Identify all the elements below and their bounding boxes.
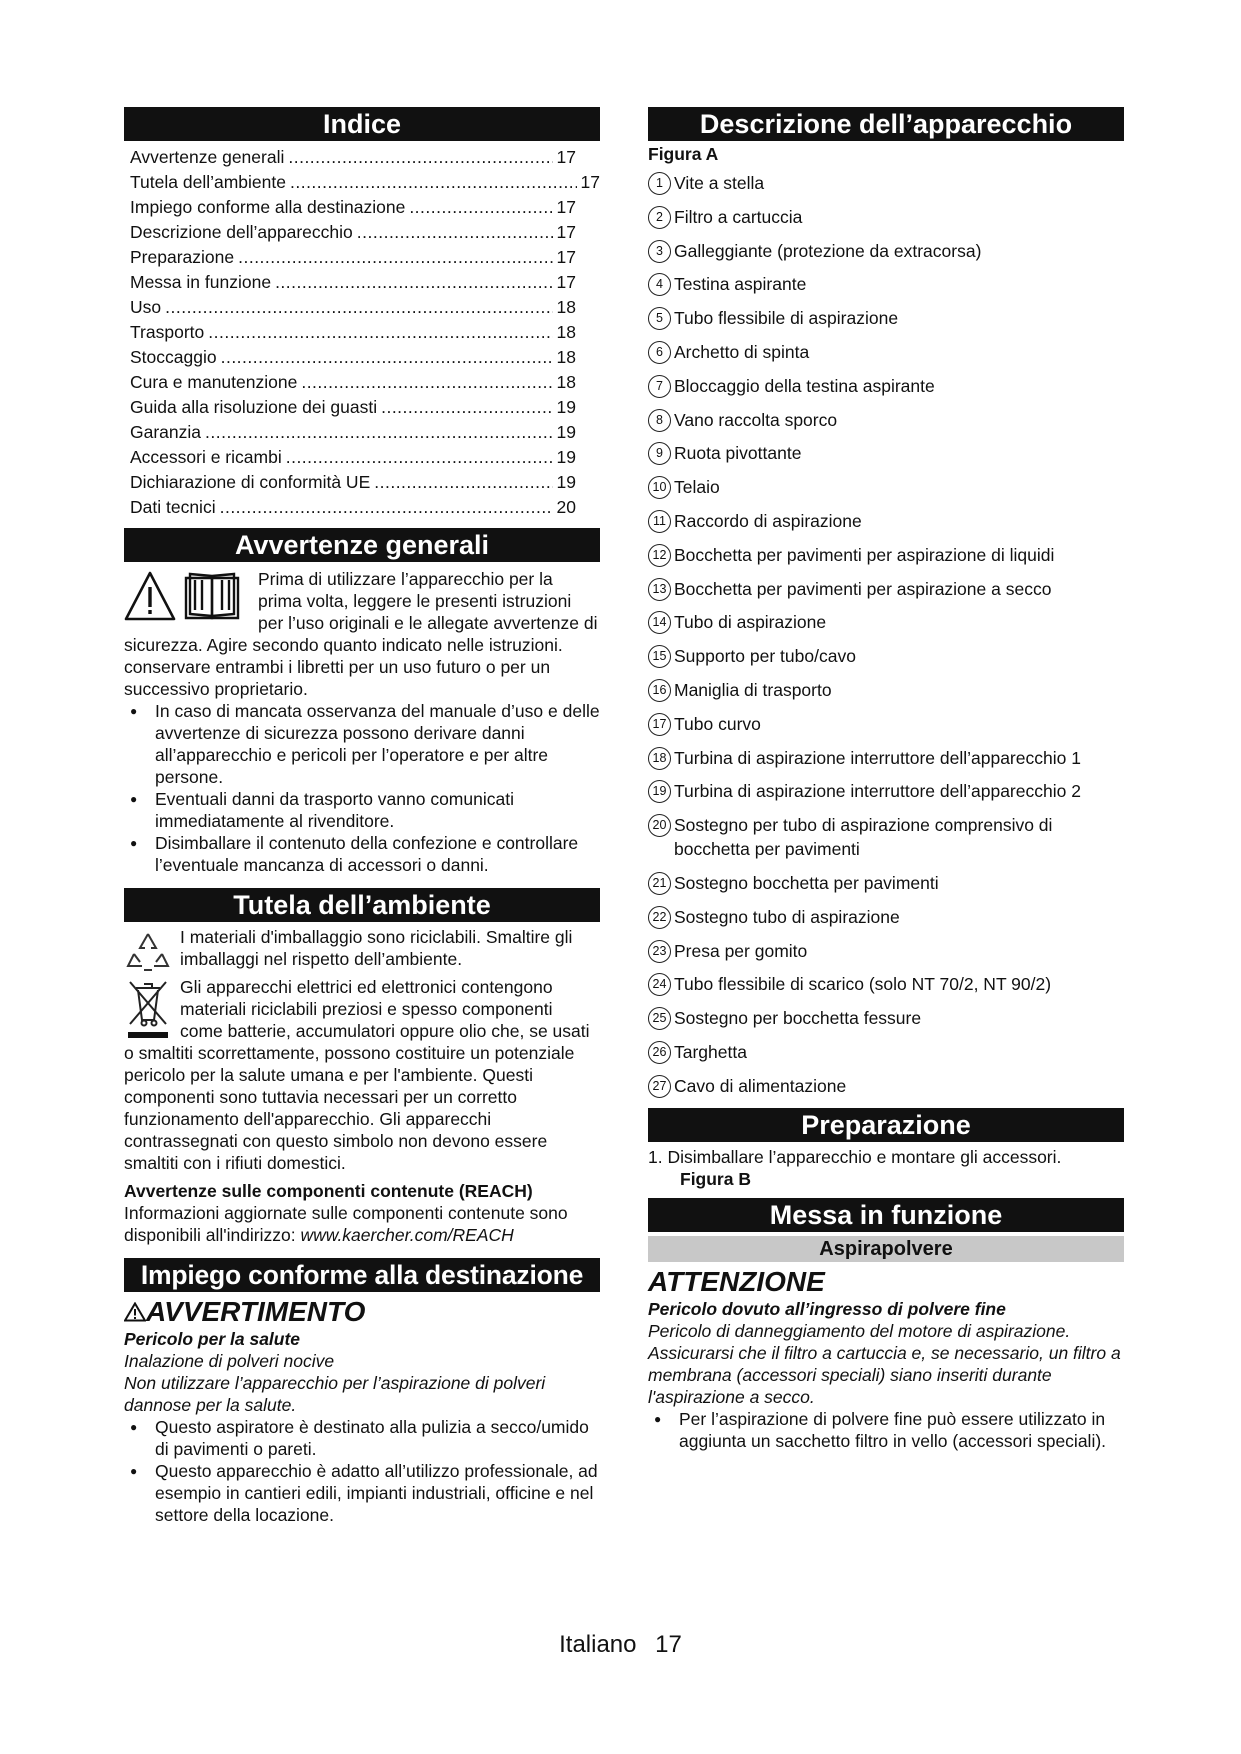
danger-line-1: Inalazione di polveri nocive [124, 1351, 335, 1371]
toc-entry-page: 19 [556, 472, 576, 492]
footer-page-number: 17 [655, 1631, 682, 1658]
item-number-badge: 17 [648, 713, 671, 736]
legend-item [648, 712, 1124, 736]
toc-entry[interactable] [130, 195, 600, 220]
toc-entry[interactable] [130, 470, 600, 495]
legend-item [648, 1074, 1124, 1098]
toc-entry-page: 17 [556, 197, 576, 217]
reach-text: Informazioni aggiornate sulle componenti contenute sono disponibili all'indirizzo: [124, 1203, 568, 1245]
warning-triangle-icon [124, 1302, 146, 1322]
toc-entry-title: Dichiarazione di conformità UE [130, 472, 371, 492]
legend-item [648, 543, 1124, 567]
legend-item-text: Testina aspirante [674, 274, 807, 295]
item-number-badge: 9 [648, 442, 671, 465]
item-number-badge: 16 [648, 679, 671, 702]
item-number-badge: 26 [648, 1041, 671, 1064]
toc-entry-page: 19 [556, 447, 576, 467]
component-legend [648, 171, 1124, 1098]
environment-heading: Tutela dell’ambiente [124, 888, 600, 922]
toc-entry-title: Dati tecnici [130, 497, 216, 517]
toc-entry-page: 18 [556, 322, 576, 342]
caution-danger: Pericolo dovuto all’ingresso di polvere fine [648, 1298, 1006, 1319]
legend-item-text: Filtro a cartuccia [674, 206, 803, 227]
general-intro: Prima di utilizzare l’apparecchio per la prima volta, leggere le presenti istruzioni per l’uso originali e le allegate avvertenze di sicurezza. Agire secondo quanto indicato nelle istruzioni. [124, 569, 598, 655]
legend-item [648, 205, 1124, 229]
toc-entry-title: Avvertenze generali [130, 147, 285, 167]
manual-book-icon [186, 574, 238, 618]
page-footer [0, 1631, 1241, 1659]
item-number-badge: 10 [648, 476, 671, 499]
item-number-badge: 13 [648, 578, 671, 601]
legend-item-text: Turbina di aspirazione interruttore dell’apparecchio 2 [674, 781, 1081, 802]
packaging-text: I materiali d'imballaggio sono riciclabili. Smaltire gli imballaggi nel rispetto dell’ambiente. [180, 927, 573, 969]
item-number-badge: 18 [648, 747, 671, 770]
figure-b-label: Figura B [680, 1168, 751, 1189]
crossed-bin-icon [124, 978, 172, 1042]
legend-item [648, 171, 1124, 195]
item-number-badge: 14 [648, 611, 671, 634]
legend-item-text: Tubo flessibile di scarico (solo NT 70/2, NT 90/2) [674, 974, 1052, 995]
intended-use-heading: Impiego conforme alla destinazione [124, 1258, 600, 1292]
legend-item-text: Ruota pivottante [674, 443, 802, 464]
legend-item-text: Galleggiante (protezione da extracorsa) [674, 240, 982, 261]
legend-item [648, 475, 1124, 499]
weee-note [124, 976, 600, 1174]
legend-item [648, 610, 1124, 634]
toc-entry-title: Uso [130, 297, 162, 317]
legend-item-text: Sostegno tubo di aspirazione [674, 906, 900, 927]
toc-entry-title: Cura e manutenzione [130, 372, 298, 392]
legend-item-text: Bocchetta per pavimenti per aspirazione di liquidi [674, 544, 1055, 565]
reach-paragraph [124, 1202, 600, 1246]
danger-line-2: Non utilizzare l’apparecchio per l’aspirazione di polveri dannose per la salute. [124, 1373, 546, 1415]
legend-item-text: Sostegno per tubo di aspirazione comprensivo di bocchetta per pavimenti [674, 815, 1053, 860]
toc-entry[interactable] [130, 420, 600, 445]
legend-item [648, 939, 1124, 963]
toc-entry-page: 17 [556, 147, 576, 167]
danger-title: Pericolo per la salute [124, 1329, 301, 1349]
toc-entry[interactable] [130, 170, 600, 195]
toc-entry[interactable] [130, 245, 600, 270]
legend-item-text: Archetto di spinta [674, 341, 810, 362]
reach-url[interactable]: www.kaercher.com/REACH [300, 1225, 514, 1245]
legend-item [648, 340, 1124, 364]
legend-item-text: Maniglia di trasporto [674, 679, 832, 700]
reach-title: Avvertenze sulle componenti contenute (REACH) [124, 1181, 533, 1201]
legend-item-text: Tubo curvo [674, 713, 761, 734]
warning-label-text: AVVERTIMENTO [146, 1296, 366, 1327]
toc-entry-title: Preparazione [130, 247, 235, 267]
item-number-badge: 5 [648, 307, 671, 330]
toc-entry[interactable] [130, 295, 600, 320]
figure-a-label: Figura A [648, 144, 719, 164]
caution-text: Pericolo di danneggiamento del motore di aspirazione. Assicurarsi che il filtro a cartuccia e, se necessario, un filtro a membrana (accessori speciali) siano inseriti durante l'aspirazione a secco. [648, 1320, 1121, 1407]
list-item: ● Disimballare il contenuto della confezione e controllare l’eventuale mancanza di accessori o danni. [124, 832, 600, 876]
item-number-badge: 1 [648, 172, 671, 195]
toc-entry[interactable] [130, 145, 600, 170]
legend-item [648, 306, 1124, 330]
warning-manual-icons [124, 570, 242, 627]
item-number-badge: 6 [648, 341, 671, 364]
list-item: ● Questo apparecchio è adatto all’utilizzo professionale, ad esempio in cantieri edili, impianti industriali, officine e nel settore della locazione. [124, 1460, 600, 1526]
item-number-badge: 3 [648, 240, 671, 263]
preparation-step: 1. Disimballare l’apparecchio e montare gli accessori. [648, 1146, 1062, 1167]
packaging-note [124, 926, 600, 976]
toc-entry-title: Descrizione dell’apparecchio [130, 222, 353, 242]
intended-use-bullets [124, 1416, 600, 1526]
general-heading: Avvertenze generali [124, 528, 600, 562]
item-number-badge: 20 [648, 814, 671, 837]
general-bullets [124, 700, 600, 876]
toc-entry-page: 17 [556, 272, 576, 292]
legend-item [648, 871, 1124, 895]
toc-entry[interactable] [130, 345, 600, 370]
weee-text: Gli apparecchi elettrici ed elettronici contengono materiali riciclabili preziosi e spesso componenti come batterie, accumulatori oppure olio che, se usati o smaltiti scorrettamente, possono costituire un potenziale pericolo per la salute umana e per l'ambiente. Questi componenti sono tuttavia necessari per un corretto funzionamento dell'apparecchio. Gli apparecchi contrassegnati con questo simbolo non devono essere smaltiti con i rifiuti domestici. [124, 977, 590, 1173]
toc-entry-title: Guida alla risoluzione dei guasti [130, 397, 378, 417]
legend-item [648, 905, 1124, 929]
legend-item-text: Tubo flessibile di aspirazione [674, 308, 899, 329]
legend-item [648, 779, 1124, 803]
startup-bullets [648, 1408, 1124, 1452]
toc-entry-page: 19 [556, 397, 576, 417]
legend-item [648, 1006, 1124, 1030]
general-keep-note: conservare entrambi i libretti per un uso futuro o per un successivo proprietario. [124, 657, 551, 699]
item-number-badge: 22 [648, 906, 671, 929]
right-column [648, 107, 1124, 1452]
legend-item-text: Sostegno bocchetta per pavimenti [674, 872, 939, 893]
legend-item [648, 644, 1124, 668]
toc-entry-page: 17 [556, 247, 576, 267]
toc-entry[interactable] [130, 395, 600, 420]
toc-entry-title: Garanzia [130, 422, 202, 442]
legend-item-text: Vite a stella [674, 173, 765, 193]
item-number-badge: 25 [648, 1007, 671, 1030]
startup-subheading: Aspirapolvere [648, 1236, 1124, 1262]
legend-item [648, 813, 1124, 861]
toc-entry-title: Stoccaggio [130, 347, 217, 367]
toc-entry[interactable] [130, 445, 600, 470]
legend-item-text: Bloccaggio della testina aspirante [674, 375, 935, 396]
legend-item-text: Targhetta [674, 1041, 747, 1062]
toc-entry-title: Impiego conforme alla destinazione [130, 197, 406, 217]
toc-entry[interactable] [130, 370, 600, 395]
caution-label: ATTENZIONE [648, 1265, 825, 1297]
toc-entry-title: Tutela dell’ambiente [130, 172, 286, 192]
legend-item [648, 509, 1124, 533]
legend-item-text: Sostegno per bocchetta fessure [674, 1008, 922, 1029]
item-number-badge: 11 [648, 510, 671, 533]
toc-entry-title: Messa in funzione [130, 272, 272, 292]
toc-entry[interactable] [130, 320, 600, 345]
toc-entry-page: 17 [556, 222, 576, 242]
legend-item-text: Turbina di aspirazione interruttore dell’apparecchio 1 [674, 747, 1081, 768]
item-number-badge: 15 [648, 645, 671, 668]
preparation-heading: Preparazione [648, 1108, 1124, 1142]
toc-entry-page: 18 [556, 297, 576, 317]
legend-item [648, 678, 1124, 702]
item-number-badge: 4 [648, 273, 671, 296]
toc-entry[interactable] [130, 495, 600, 520]
list-item: ● Eventuali danni da trasporto vanno comunicati immediatamente al rivenditore. [124, 788, 600, 832]
legend-item [648, 239, 1124, 263]
toc-heading: Indice [124, 107, 600, 141]
toc-entry-page: 20 [556, 497, 576, 517]
legend-item-text: Raccordo di aspirazione [674, 510, 862, 531]
description-heading: Descrizione dell’apparecchio [648, 107, 1124, 141]
legend-item-text: Telaio [674, 477, 720, 498]
item-number-badge: 7 [648, 375, 671, 398]
legend-item-text: Vano raccolta sporco [674, 409, 838, 430]
legend-item [648, 441, 1124, 465]
item-number-badge: 27 [648, 1075, 671, 1098]
toc-entry-title: Trasporto [130, 322, 205, 342]
legend-item [648, 746, 1124, 770]
item-number-badge: 19 [648, 780, 671, 803]
item-number-badge: 8 [648, 409, 671, 432]
legend-item [648, 272, 1124, 296]
list-item: ● Per l’aspirazione di polvere fine può essere utilizzato in aggiunta un sacchetto filtro in vello (accessori speciali). [648, 1408, 1124, 1452]
item-number-badge: 24 [648, 973, 671, 996]
legend-item [648, 577, 1124, 601]
toc-entry-title: Accessori e ricambi [130, 447, 282, 467]
legend-item [648, 972, 1124, 996]
general-section [124, 566, 600, 656]
startup-heading: Messa in funzione [648, 1198, 1124, 1232]
toc-entry-page: 18 [556, 372, 576, 392]
warning-triangle-icon [126, 573, 174, 619]
legend-item [648, 1040, 1124, 1064]
toc-entry-page: 18 [556, 347, 576, 367]
legend-item-text: Tubo di aspirazione [674, 612, 827, 633]
toc-entry[interactable] [130, 220, 600, 245]
toc-entry[interactable] [130, 270, 600, 295]
legend-item-text: Cavo di alimentazione [674, 1075, 847, 1096]
item-number-badge: 23 [648, 940, 671, 963]
table-of-contents [130, 145, 600, 520]
legend-item [648, 374, 1124, 398]
toc-entry-page: 17 [580, 172, 600, 192]
legend-item-text: Bocchetta per pavimenti per aspirazione a secco [674, 578, 1052, 599]
warning-label [124, 1296, 600, 1328]
toc-entry-page: 19 [556, 422, 576, 442]
recycle-icon [124, 928, 172, 976]
item-number-badge: 2 [648, 206, 671, 229]
item-number-badge: 21 [648, 872, 671, 895]
legend-item-text: Supporto per tubo/cavo [674, 646, 856, 667]
list-item: ● In caso di mancata osservanza del manuale d’uso e delle avvertenze di sicurezza possono derivare danni all’apparecchio e pericoli per l’operatore e per altre persone. [124, 700, 600, 788]
legend-item [648, 408, 1124, 432]
list-item: ● Questo aspiratore è destinato alla pulizia a secco/umido di pavimenti o pareti. [124, 1416, 600, 1460]
left-column [124, 107, 600, 1526]
item-number-badge: 12 [648, 544, 671, 567]
footer-language: Italiano [559, 1631, 637, 1658]
legend-item-text: Presa per gomito [674, 940, 808, 961]
